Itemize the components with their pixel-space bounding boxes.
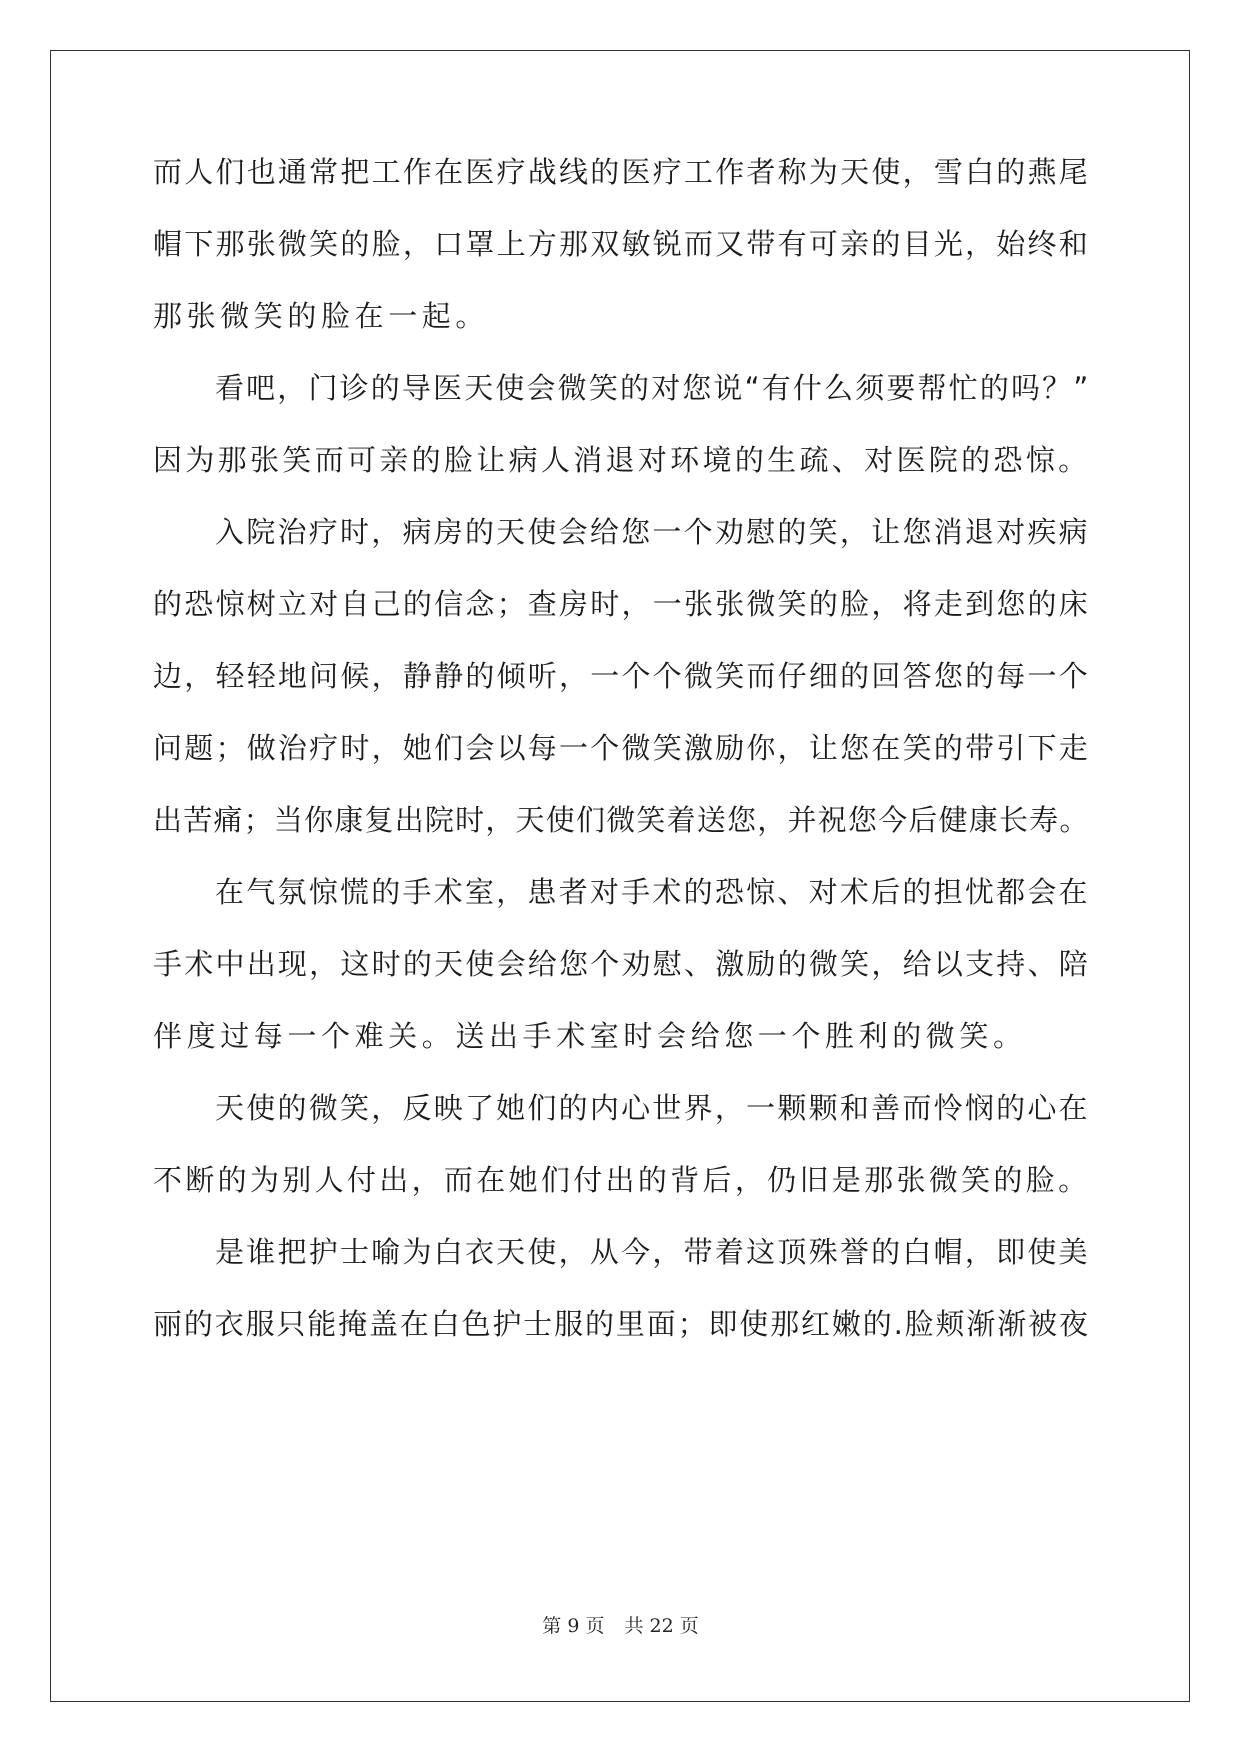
paragraph-3-line-1: 入院治疗时，病房的天使会给您一个劝慰的笑，让您消退对疾病 <box>215 515 1090 549</box>
page-total: 共 22 页 <box>624 1615 699 1637</box>
paragraph-3-line-4: 问题；做治疗时，她们会以每一个微笑激励你，让您在笑的带引下走 <box>153 731 1091 765</box>
paragraph-4-line-2: 手术中出现，这时的天使会给您个劝慰、激励的微笑，给以支持、陪 <box>153 947 1091 981</box>
paragraph-5-line-1: 天使的微笑，反映了她们的内心世界，一颗颗和善而怜悯的心在 <box>215 1091 1090 1125</box>
paragraph-3-line-5: 出苦痛；当你康复出院时，天使们微笑着送您，并祝您今后健康长寿。 <box>153 803 1090 837</box>
paragraph-4-line-1: 在气氛惊慌的手术室，患者对手术的恐惊、对术后的担忧都会在 <box>215 875 1090 909</box>
paragraph-1-line-2: 帽下那张微笑的脸，口罩上方那双敏锐而又带有可亲的目光，始终和 <box>153 227 1091 261</box>
page-number: 第 9 页 <box>542 1615 605 1637</box>
paragraph-1-line-3: 那张微笑的脸在一起。 <box>153 299 490 333</box>
paragraph-2-line-2: 因为那张笑而可亲的脸让病人消退对环境的生疏、对医院的恐惊。 <box>153 443 1091 477</box>
paragraph-2-line-1: 看吧，门诊的导医天使会微笑的对您说“有什么须要帮忙的吗？” <box>215 371 1091 405</box>
paragraph-3-line-3: 边，轻轻地问候，静静的倾听，一个个微笑而仔细的回答您的每一个 <box>153 659 1091 693</box>
paragraph-6-line-1: 是谁把护士喻为白衣天使，从今，带着这顶殊誉的白帽，即使美 <box>215 1235 1090 1269</box>
paragraph-3-line-2: 的恐惊树立对自己的信念；查房时，一张张微笑的脸，将走到您的床 <box>153 587 1091 621</box>
paragraph-6-line-2: 丽的衣服只能掩盖在白色护士服的里面；即使那红嫩的.脸颊渐渐被夜 <box>153 1307 1090 1341</box>
paragraph-5-line-2: 不断的为别人付出，而在她们付出的背后，仍旧是那张微笑的脸。 <box>153 1163 1091 1197</box>
paragraph-4-line-3: 伴度过每一个难关。送出手术室时会给您一个胜利的微笑。 <box>153 1019 1027 1053</box>
paragraph-1-line-1: 而人们也通常把工作在医疗战线的医疗工作者称为天使，雪白的燕尾 <box>153 155 1091 189</box>
page-footer <box>0 1611 1241 1638</box>
